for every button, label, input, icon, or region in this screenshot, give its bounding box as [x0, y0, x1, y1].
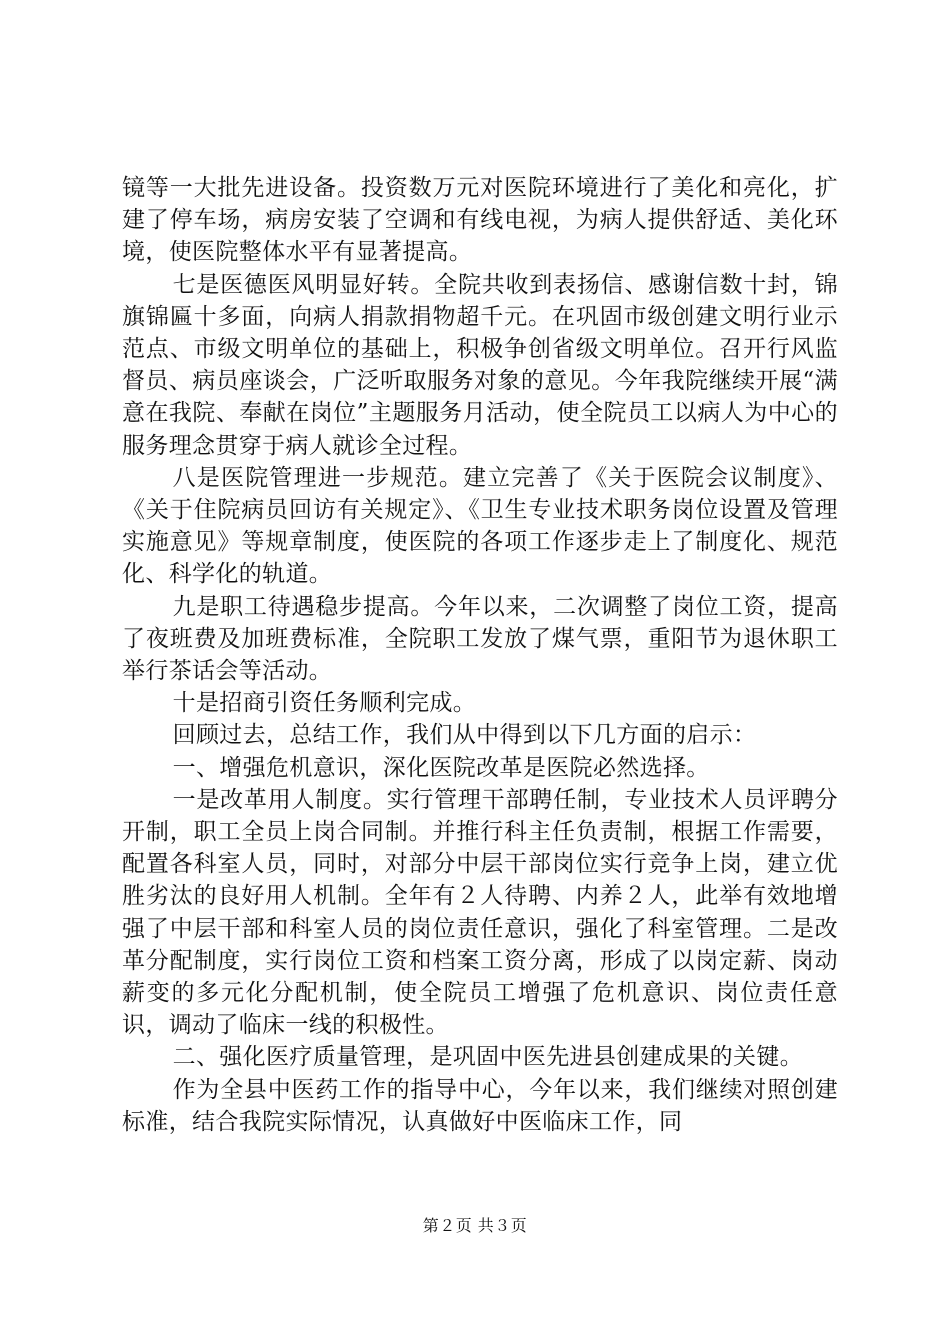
paragraph-4: 九是职工待遇稳步提高。今年以来，二次调整了岗位工资，提高了夜班费及加班费标准，全院职工发放了煤气票，重阳节为退休职工举行茶话会等活动。 [122, 593, 838, 685]
document-body [122, 172, 838, 1138]
paragraph-3: 八是医院管理进一步规范。建立完善了《关于医院会议制度》、《关于住院病员回访有关规定》、《卫生专业技术职务岗位设置及管理实施意见》等规章制度，使医院的各项工作逐步走上了制度化、规范化、科学化的轨道。 [122, 464, 838, 588]
paragraph-5: 十是招商引资任务顺利完成。 [172, 690, 477, 717]
paragraph-7: 一是改革用人制度。实行管理干部聘任制，专业技术人员评聘分开制，职工全员上岗合同制。并推行科主任负责制，根据工作需要，配置各科室人员，同时，对部分中层干部岗位实行竞争上岗，建立优胜劣汰的良好用人机制。全年有２人待聘、内养２人，此举有效地增强了中层干部和科室人员的岗位责任意识，强化了科室管理。二是改革分配制度，实行岗位工资和档案工资分离，形成了以岗定薪、岗动薪变的多元化分配机制，使全院员工增强了危机意识、岗位责任意识，调动了临床一线的积极性。 [122, 786, 838, 1039]
page-number-label: 第２页 共３页 [422, 1216, 528, 1235]
paragraph-1: 镜等一大批先进设备。投资数万元对医院环境进行了美化和亮化，扩建了停车场，病房安装了空调和有线电视，为病人提供舒适、美化环境，使医院整体水平有显著提高。 [122, 175, 838, 266]
section-heading-1: 一、增强危机意识，深化医院改革是医院必然选择。 [172, 754, 710, 781]
section-heading-2: 二、强化医疗质量管理，是巩固中医先进县创建成果的关键。 [172, 1044, 804, 1071]
paragraph-2: 七是医德医风明显好转。全院共收到表扬信、感谢信数十封，锦旗锦匾十多面，向病人捐款捐物超千元。在巩固市级创建文明行业示范点、市级文明单位的基础上，积极争创省级文明单位。召开行风监督员、病员座谈会，广泛听取服务对象的意见。今年我院继续开展“满意在我院、奉献在岗位”主题服务月活动，使全院员工以病人为中心的服务理念贯穿于病人就诊全过程。 [122, 271, 838, 459]
page-footer [0, 1216, 950, 1236]
paragraph-6: 回顾过去，总结工作，我们从中得到以下几方面的启示： [172, 722, 757, 749]
paragraph-8: 作为全县中医药工作的指导中心，今年以来，我们继续对照创建标准，结合我院实际情况，认真做好中医临床工作，同 [122, 1076, 838, 1135]
